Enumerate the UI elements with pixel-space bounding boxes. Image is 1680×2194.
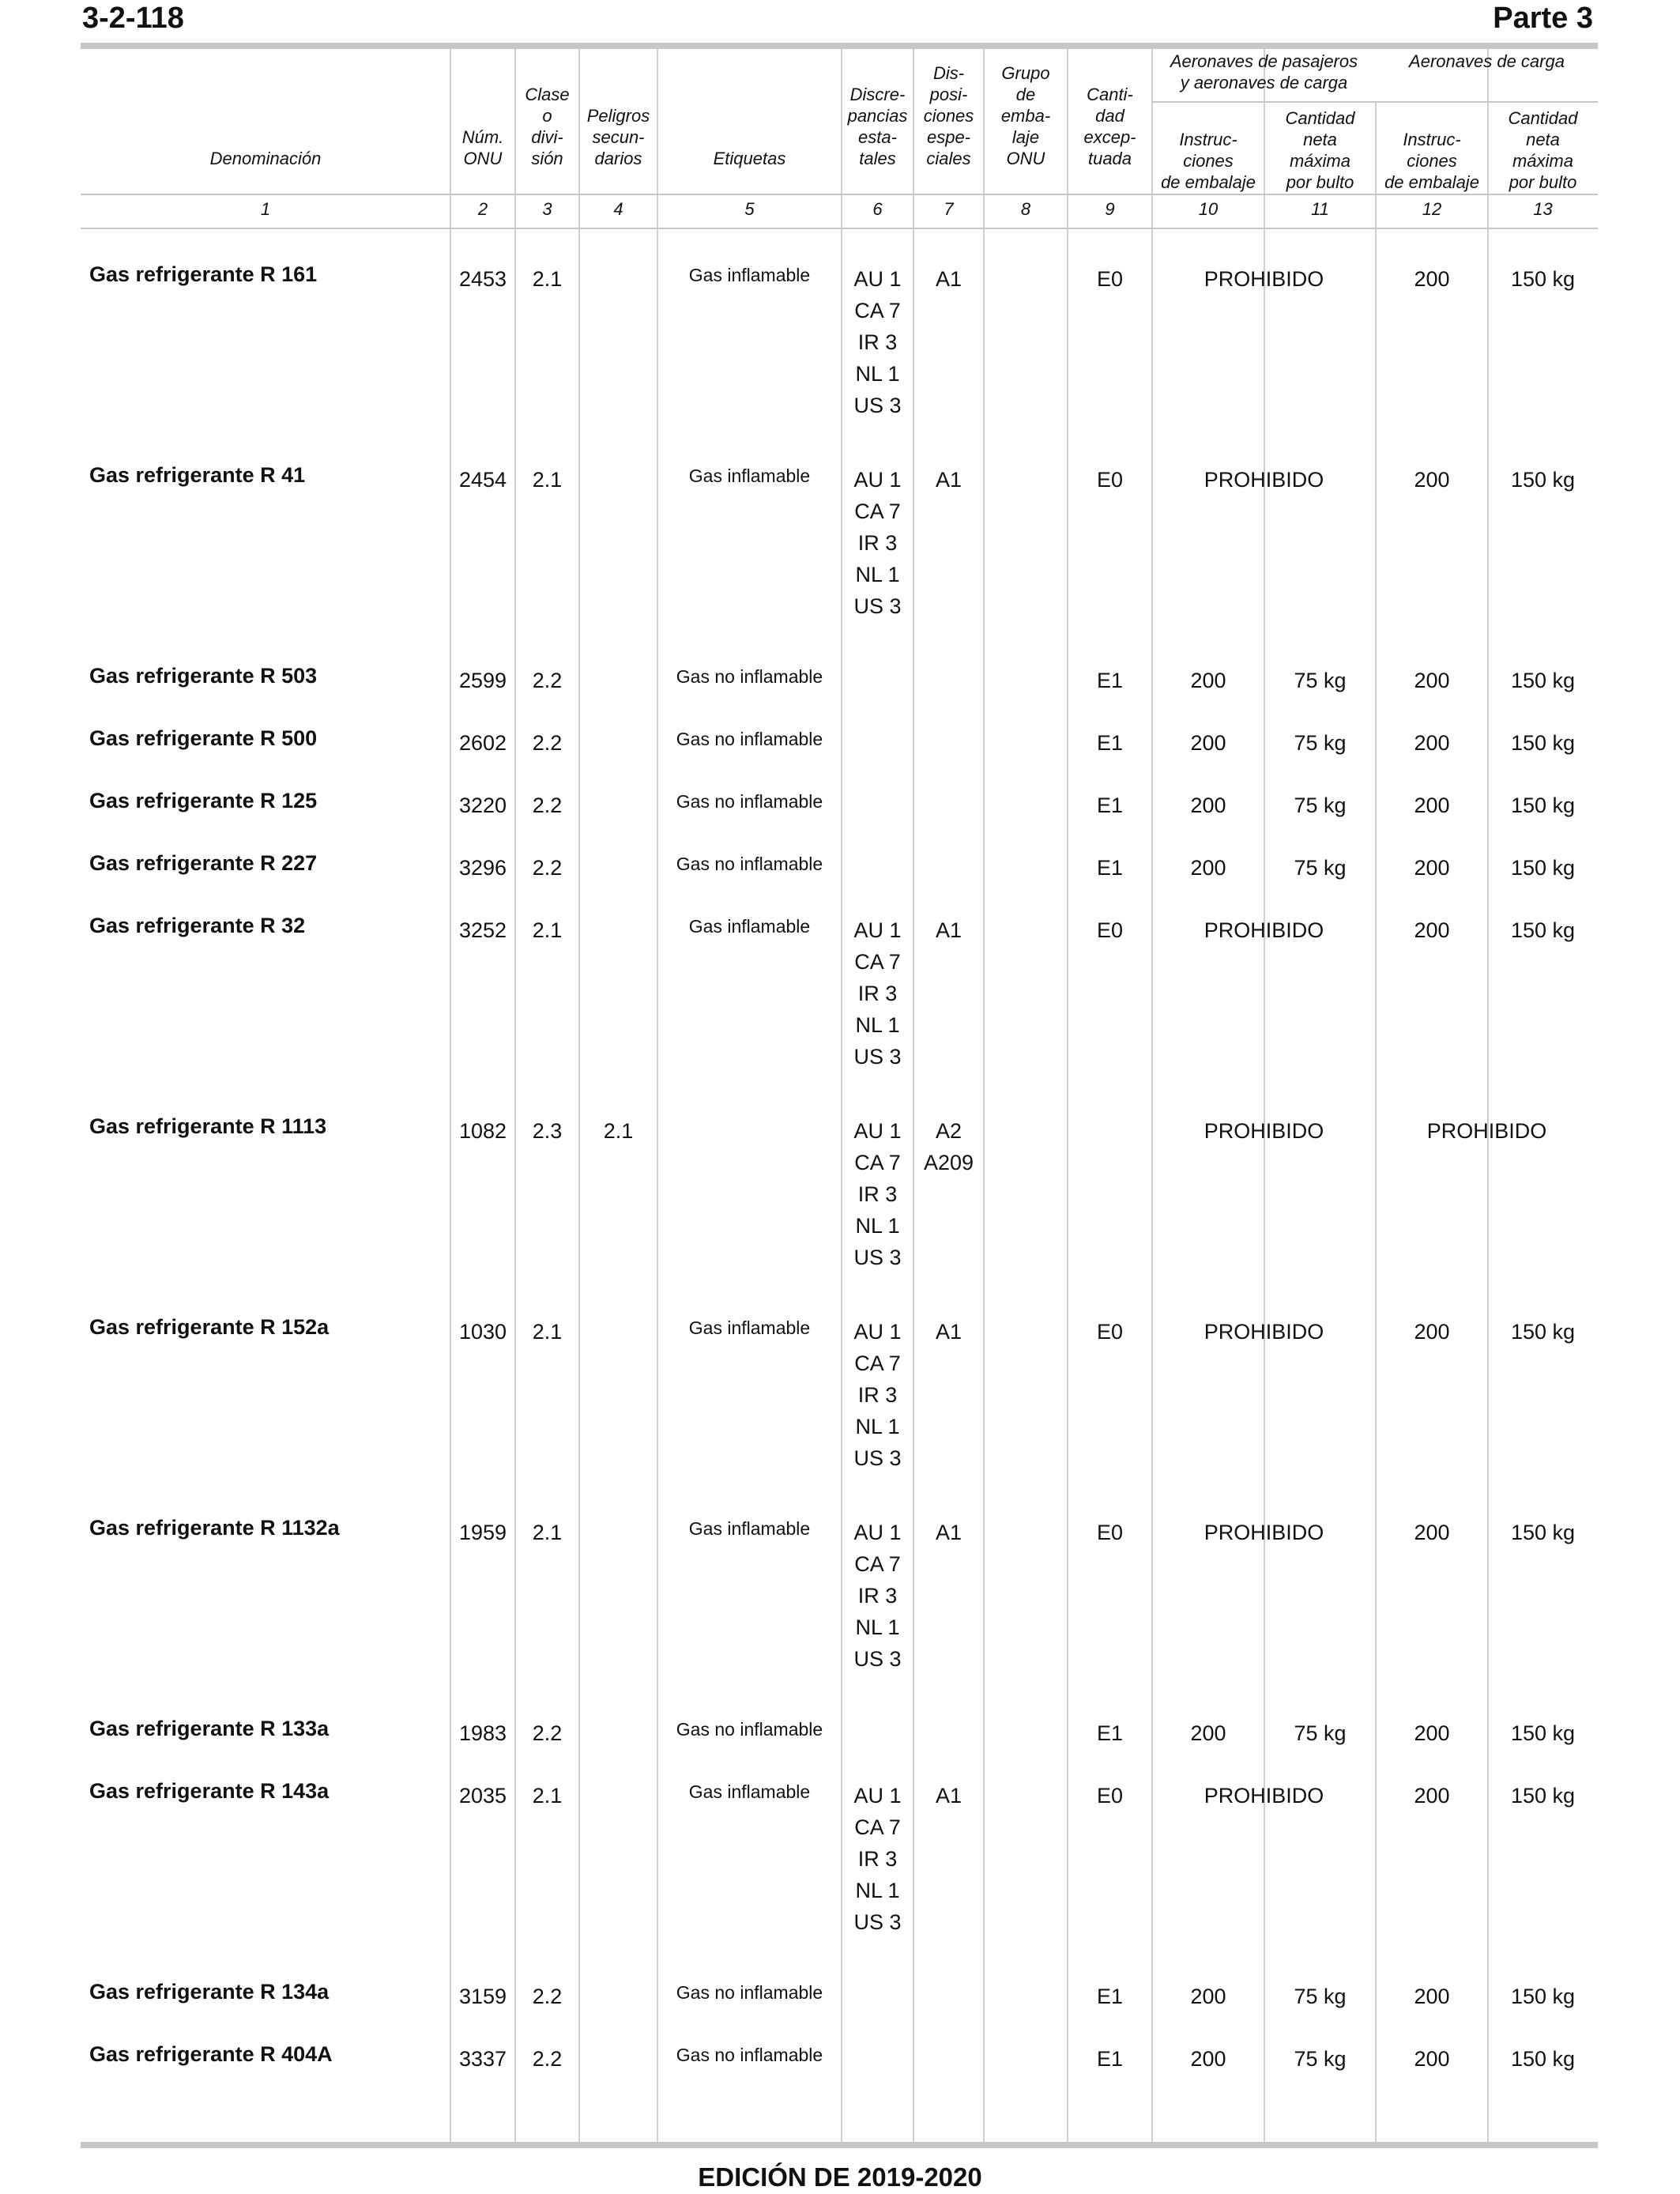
column-divider [657, 49, 658, 2142]
header-bottom-rule [81, 194, 1598, 195]
header-pax-instrucciones: Instruc- ciones de embalaje [1161, 130, 1256, 192]
header-group-cargo: Aeronaves de carga [1409, 51, 1565, 71]
row-cargo-packing-instruction: 200 [1414, 1985, 1450, 2008]
row-passenger-prohibited: PROHIBIDO [1203, 918, 1324, 942]
row-class: 2.2 [532, 731, 563, 755]
row-state-variation: IR 3 [857, 330, 898, 354]
column-number: 7 [944, 199, 954, 219]
row-label: Gas no inflamable [676, 2045, 823, 2065]
row-passenger-packing-instruction: 200 [1190, 2047, 1226, 2071]
row-cargo-max-quantity: 150 kg [1510, 1721, 1576, 1745]
row-excepted-quantity: E0 [1096, 918, 1124, 942]
row-passenger-packing-instruction: 200 [1190, 669, 1226, 692]
row-excepted-quantity: E0 [1096, 1784, 1124, 1808]
row-excepted-quantity: E1 [1096, 794, 1124, 817]
column-number: 2 [477, 199, 488, 219]
row-denominacion: Gas refrigerante R 152a [89, 1315, 330, 1339]
row-state-variation: NL 1 [855, 1879, 900, 1902]
row-denominacion: Gas refrigerante R 227 [89, 851, 318, 875]
row-excepted-quantity: E0 [1096, 1320, 1124, 1344]
row-class: 2.1 [532, 918, 563, 942]
row-passenger-max-quantity: 75 kg [1294, 2047, 1347, 2071]
row-passenger-max-quantity: 75 kg [1294, 856, 1347, 880]
row-un-number: 2602 [458, 731, 507, 755]
row-un-number: 1082 [458, 1119, 507, 1143]
row-passenger-packing-instruction: 200 [1190, 794, 1226, 817]
row-state-variation: AU 1 [853, 918, 902, 942]
row-special-provision: A1 [935, 267, 962, 291]
row-state-variation: NL 1 [855, 362, 900, 386]
row-label: Gas inflamable [688, 466, 811, 486]
row-state-variation: AU 1 [853, 267, 902, 291]
row-denominacion: Gas refrigerante R 133a [89, 1717, 330, 1740]
row-excepted-quantity: E1 [1096, 1985, 1124, 2008]
row-passenger-packing-instruction: 200 [1190, 1985, 1226, 2008]
header-group-rule [1152, 101, 1598, 103]
row-cargo-packing-instruction: 200 [1414, 267, 1450, 291]
row-cargo-packing-instruction: 200 [1414, 2047, 1450, 2071]
column-number: 5 [744, 199, 755, 219]
column-number: 3 [542, 199, 552, 219]
row-state-variation: AU 1 [853, 1119, 902, 1143]
row-cargo-max-quantity: 150 kg [1510, 468, 1576, 492]
column-number: 4 [613, 199, 623, 219]
header-clase: Clase o divi- sión [525, 85, 570, 168]
row-passenger-max-quantity: 75 kg [1294, 731, 1347, 755]
row-state-variation: US 3 [853, 1910, 902, 1934]
row-denominacion: Gas refrigerante R 41 [89, 463, 306, 487]
row-state-variation: CA 7 [854, 1151, 901, 1174]
row-state-variation: NL 1 [855, 1013, 900, 1037]
row-state-variation: CA 7 [854, 299, 901, 322]
row-state-variation: NL 1 [855, 563, 900, 586]
row-state-variation: NL 1 [855, 1214, 900, 1238]
row-class: 2.1 [532, 267, 563, 291]
row-passenger-max-quantity: 75 kg [1294, 1985, 1347, 2008]
row-denominacion: Gas refrigerante R 143a [89, 1779, 330, 1803]
row-special-provision: A2 [935, 1119, 962, 1143]
row-label: Gas inflamable [688, 1318, 811, 1338]
page-number: 3-2-118 [82, 2, 184, 35]
column-divider [1067, 49, 1068, 2142]
row-state-variation: US 3 [853, 1446, 902, 1470]
column-number: 8 [1020, 199, 1031, 219]
row-cargo-packing-instruction: 200 [1414, 856, 1450, 880]
row-un-number: 1959 [458, 1521, 507, 1544]
row-cargo-max-quantity: 150 kg [1510, 2047, 1576, 2071]
row-un-number: 1983 [458, 1721, 507, 1745]
row-class: 2.1 [532, 468, 563, 492]
row-un-number: 2453 [458, 267, 507, 291]
header-cargo-cantidad: Cantidad neta máxima por bulto [1508, 108, 1578, 192]
top-rule [81, 43, 1598, 49]
row-label: Gas no inflamable [676, 666, 823, 687]
row-denominacion: Gas refrigerante R 32 [89, 914, 306, 937]
row-class: 2.1 [532, 1521, 563, 1544]
header-etiquetas: Etiquetas [713, 149, 786, 168]
column-number: 1 [260, 199, 271, 219]
row-denominacion: Gas refrigerante R 161 [89, 262, 318, 286]
row-state-variation: IR 3 [857, 1584, 898, 1608]
row-cargo-max-quantity: 150 kg [1510, 669, 1576, 692]
row-un-number: 3296 [458, 856, 507, 880]
row-denominacion: Gas refrigerante R 134a [89, 1980, 330, 2004]
column-divider [1151, 49, 1153, 2142]
row-denominacion: Gas refrigerante R 1132a [89, 1516, 340, 1540]
header-num-onu: Núm. ONU [461, 127, 504, 168]
row-passenger-prohibited: PROHIBIDO [1203, 1784, 1324, 1808]
header-cantidad-exceptuada: Canti- dad excep- tuada [1083, 85, 1136, 168]
row-denominacion: Gas refrigerante R 1113 [89, 1114, 327, 1138]
row-special-provision: A1 [935, 468, 962, 492]
row-label: Gas inflamable [688, 1781, 811, 1802]
row-un-number: 3159 [458, 1985, 507, 2008]
row-denominacion: Gas refrigerante R 500 [89, 726, 318, 750]
row-label: Gas no inflamable [676, 791, 823, 812]
row-subsidiary-hazard: 2.1 [603, 1119, 634, 1143]
part-title: Parte 3 [1493, 2, 1593, 35]
row-special-provision: A209 [923, 1151, 974, 1174]
column-divider [1264, 49, 1265, 2142]
row-un-number: 2599 [458, 669, 507, 692]
row-cargo-packing-instruction: 200 [1414, 731, 1450, 755]
row-cargo-packing-instruction: 200 [1414, 1521, 1450, 1544]
row-state-variation: IR 3 [857, 1847, 898, 1871]
row-passenger-packing-instruction: 200 [1190, 856, 1226, 880]
row-label: Gas no inflamable [676, 1982, 823, 2003]
row-state-variation: AU 1 [853, 468, 902, 492]
column-number-rule [81, 228, 1598, 229]
row-excepted-quantity: E1 [1096, 1721, 1124, 1745]
row-excepted-quantity: E1 [1096, 731, 1124, 755]
row-state-variation: IR 3 [857, 1182, 898, 1206]
row-class: 2.3 [532, 1119, 563, 1143]
row-state-variation: CA 7 [854, 950, 901, 974]
row-passenger-max-quantity: 75 kg [1294, 1721, 1347, 1745]
column-divider [578, 49, 580, 2142]
header-discrepancias: Discre- pancias esta- tales [847, 85, 908, 168]
row-class: 2.2 [532, 794, 563, 817]
row-state-variation: IR 3 [857, 982, 898, 1005]
header-grupo-embalaje: Grupo de emba- laje ONU [1000, 63, 1051, 168]
column-number: 11 [1311, 199, 1329, 219]
row-excepted-quantity: E0 [1096, 267, 1124, 291]
column-divider [514, 49, 516, 2142]
header-denominacion: Denominación [209, 149, 322, 168]
row-passenger-packing-instruction: 200 [1190, 731, 1226, 755]
header-cargo-instrucciones: Instruc- ciones de embalaje [1384, 130, 1479, 192]
header-pax-cantidad: Cantidad neta máxima por bulto [1285, 108, 1355, 192]
row-special-provision: A1 [935, 1784, 962, 1808]
row-cargo-packing-instruction: 200 [1414, 1721, 1450, 1745]
row-state-variation: US 3 [853, 1647, 902, 1671]
row-excepted-quantity: E0 [1096, 468, 1124, 492]
row-passenger-prohibited: PROHIBIDO [1203, 1320, 1324, 1344]
row-un-number: 1030 [458, 1320, 507, 1344]
row-un-number: 2035 [458, 1784, 507, 1808]
row-state-variation: CA 7 [854, 1815, 901, 1839]
row-state-variation: US 3 [853, 594, 902, 618]
column-number: 6 [872, 199, 883, 219]
row-un-number: 3220 [458, 794, 507, 817]
row-state-variation: US 3 [853, 394, 902, 417]
row-cargo-max-quantity: 150 kg [1510, 1521, 1576, 1544]
row-class: 2.2 [532, 1721, 563, 1745]
row-state-variation: AU 1 [853, 1784, 902, 1808]
column-number: 9 [1105, 199, 1115, 219]
row-state-variation: IR 3 [857, 531, 898, 555]
row-state-variation: CA 7 [854, 1552, 901, 1576]
row-passenger-prohibited: PROHIBIDO [1203, 1119, 1324, 1143]
header-group-passenger: Aeronaves de pasajeros y aeronaves de carga [1170, 51, 1358, 92]
row-state-variation: NL 1 [855, 1415, 900, 1438]
row-special-provision: A1 [935, 918, 962, 942]
row-state-variation: US 3 [853, 1246, 902, 1269]
row-cargo-packing-instruction: 200 [1414, 468, 1450, 492]
row-special-provision: A1 [935, 1521, 962, 1544]
header-peligros-secundarios: Peligros secun- darios [586, 106, 650, 168]
row-state-variation: IR 3 [857, 1383, 898, 1407]
row-denominacion: Gas refrigerante R 503 [89, 664, 318, 688]
row-cargo-max-quantity: 150 kg [1510, 794, 1576, 817]
row-state-variation: NL 1 [855, 1615, 900, 1639]
row-passenger-prohibited: PROHIBIDO [1203, 468, 1324, 492]
row-label: Gas inflamable [688, 1518, 811, 1539]
row-special-provision: A1 [935, 1320, 962, 1344]
row-class: 2.2 [532, 669, 563, 692]
row-denominacion: Gas refrigerante R 125 [89, 789, 318, 812]
row-passenger-max-quantity: 75 kg [1294, 794, 1347, 817]
row-cargo-max-quantity: 150 kg [1510, 856, 1576, 880]
row-cargo-packing-instruction: 200 [1414, 669, 1450, 692]
bottom-rule [81, 2142, 1598, 2148]
row-passenger-packing-instruction: 200 [1190, 1721, 1226, 1745]
column-divider [983, 49, 985, 2142]
row-label: Gas no inflamable [676, 1719, 823, 1740]
row-label: Gas inflamable [688, 265, 811, 285]
column-number: 10 [1198, 199, 1219, 219]
row-un-number: 3252 [458, 918, 507, 942]
row-label: Gas inflamable [688, 916, 811, 937]
row-excepted-quantity: E1 [1096, 669, 1124, 692]
row-cargo-max-quantity: 150 kg [1510, 1985, 1576, 2008]
row-un-number: 3337 [458, 2047, 507, 2071]
row-class: 2.2 [532, 1985, 563, 2008]
row-cargo-prohibited: PROHIBIDO [1426, 1119, 1547, 1143]
row-cargo-max-quantity: 150 kg [1510, 918, 1576, 942]
row-state-variation: AU 1 [853, 1320, 902, 1344]
row-state-variation: CA 7 [854, 499, 901, 523]
row-class: 2.1 [532, 1320, 563, 1344]
row-denominacion: Gas refrigerante R 404A [89, 2042, 333, 2066]
column-number: 13 [1533, 199, 1553, 219]
row-cargo-max-quantity: 150 kg [1510, 1784, 1576, 1808]
row-state-variation: AU 1 [853, 1521, 902, 1544]
row-class: 2.1 [532, 1784, 563, 1808]
edition-footer: EDICIÓN DE 2019-2020 [698, 2162, 982, 2192]
row-passenger-prohibited: PROHIBIDO [1203, 1521, 1324, 1544]
row-cargo-packing-instruction: 200 [1414, 1784, 1450, 1808]
column-divider [450, 49, 451, 2142]
row-class: 2.2 [532, 2047, 563, 2071]
row-passenger-prohibited: PROHIBIDO [1203, 267, 1324, 291]
row-label: Gas no inflamable [676, 729, 823, 749]
row-passenger-max-quantity: 75 kg [1294, 669, 1347, 692]
row-excepted-quantity: E1 [1096, 2047, 1124, 2071]
row-state-variation: US 3 [853, 1045, 902, 1069]
row-label: Gas no inflamable [676, 854, 823, 874]
row-class: 2.2 [532, 856, 563, 880]
row-excepted-quantity: E0 [1096, 1521, 1124, 1544]
column-number: 12 [1422, 199, 1442, 219]
row-cargo-max-quantity: 150 kg [1510, 731, 1576, 755]
header-disposiciones: Dis- posi- ciones espe- ciales [923, 63, 974, 168]
column-divider [1487, 49, 1489, 2142]
row-un-number: 2454 [458, 468, 507, 492]
row-cargo-packing-instruction: 200 [1414, 794, 1450, 817]
row-cargo-max-quantity: 150 kg [1510, 267, 1576, 291]
row-state-variation: CA 7 [854, 1351, 901, 1375]
row-cargo-packing-instruction: 200 [1414, 1320, 1450, 1344]
row-cargo-max-quantity: 150 kg [1510, 1320, 1576, 1344]
row-excepted-quantity: E1 [1096, 856, 1124, 880]
row-cargo-packing-instruction: 200 [1414, 918, 1450, 942]
